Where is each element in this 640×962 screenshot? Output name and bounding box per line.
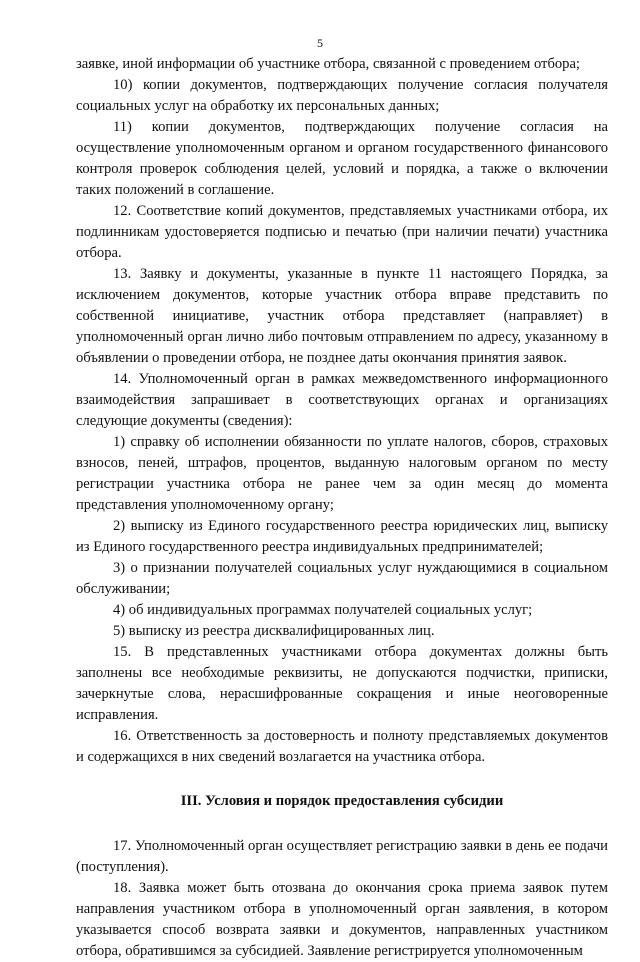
page-number: 5 xyxy=(317,36,323,50)
paragraph-14: 14. Уполномоченный орган в рамках межведомственного информационного взаимодействия запрашивает в соответствующих органах и организациях следующие документы (сведения): xyxy=(76,371,608,429)
paragraph-item-10: 10) копии документов, подтверждающих получение согласия получателя социальных услуг на обработку их персональных данных; xyxy=(76,77,608,114)
paragraph-14-item-2: 2) выписку из Единого государственного реестра юридических лиц, выписку из Единого государственного реестра индивидуальных предпринимателей; xyxy=(76,518,608,555)
paragraph-continuation: заявке, иной информации об участнике отбора, связанной с проведением отбора; xyxy=(76,56,580,72)
paragraph-14-item-1: 1) справку об исполнении обязанности по уплате налогов, сборов, страховых взносов, пеней, штрафов, процентов, выданную налоговым органом по месту регистрации участника отбора не ранее чем за один месяц до момента представления уполномоченному органу; xyxy=(76,434,608,513)
paragraph-13: 13. Заявку и документы, указанные в пункте 11 настоящего Порядка, за исключением документов, которые участник отбора вправе представить по собственной инициативе, участник отбора представляет (направляет) в уполномоченный орган лично либо почтовым отправлением по адресу, указанному в объявлении о проведении отбора, не позднее даты окончания принятия заявок. xyxy=(76,266,608,366)
paragraph-14-item-4: 4) об индивидуальных программах получателей социальных услуг; xyxy=(113,602,533,618)
paragraph-15: 15. В представленных участниками отбора документах должны быть заполнены все необходимые реквизиты, не допускаются подчистки, приписки, зачеркнутые слова, нерасшифрованные сокращения и иные неоговоренные исправления. xyxy=(76,644,608,723)
paragraph-18: 18. Заявка может быть отозвана до окончания срока приема заявок путем направления участником отбора в уполномоченный орган заявления, в котором указывается способ возврата заявки и документов, направленных участником отбора, обратившимся за субсидией. Заявление регистрируется уполномоченным xyxy=(76,880,608,959)
section-heading: III. Условия и порядок предоставления субсидии xyxy=(180,793,504,809)
paragraph-17: 17. Уполномоченный орган осуществляет регистрацию заявки в день ее подачи (поступления). xyxy=(76,838,608,875)
paragraph-12: 12. Соответствие копий документов, представляемых участниками отбора, их подлинникам удостоверяется подписью и печатью (при наличии печати) участника отбора. xyxy=(76,203,608,261)
paragraph-14-item-5: 5) выписку из реестра дисквалифицированных лиц. xyxy=(113,623,435,639)
paragraph-item-11: 11) копии документов, подтверждающих получение согласия на осуществление уполномоченным органом и органом государственного финансового контроля проверок соблюдения целей, условий и порядка, а также о включении таких положений в соглашение. xyxy=(76,119,608,198)
document-body xyxy=(76,54,608,962)
paragraph-16: 16. Ответственность за достоверность и полноту представляемых документов и содержащихся в них сведений возлагается на участника отбора. xyxy=(76,728,608,765)
paragraph-14-item-3: 3) о признании получателей социальных услуг нуждающимися в социальном обслуживании; xyxy=(76,560,608,597)
